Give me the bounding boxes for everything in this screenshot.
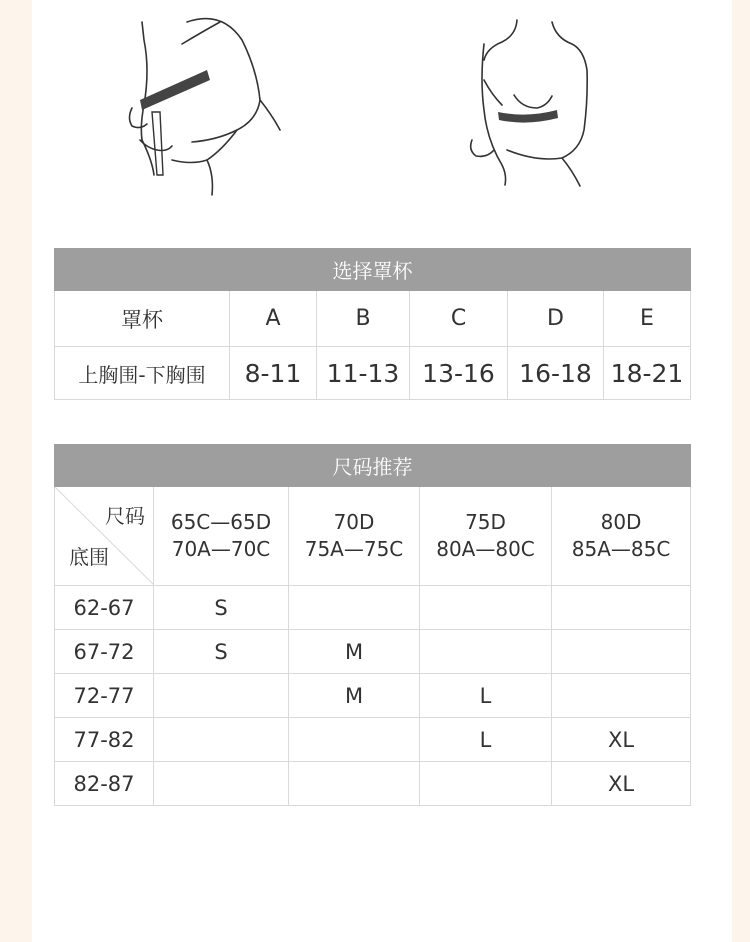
cup-letter-a: A [230, 291, 317, 347]
size-cell [420, 630, 552, 674]
size-column-3-line1: 75D [465, 510, 506, 534]
size-column-4-line2: 85A—85C [571, 537, 671, 561]
table-row [55, 762, 691, 806]
size-column-header-row [55, 487, 691, 586]
table-row [55, 718, 691, 762]
size-cell [552, 586, 691, 630]
size-cell [154, 674, 289, 718]
size-cell: XL [552, 718, 691, 762]
cup-letter-b: B [317, 291, 410, 347]
figure-side-view [130, 19, 281, 195]
cup-letter-d: D [508, 291, 604, 347]
band-range: 67-72 [55, 630, 154, 674]
band-range: 82-87 [55, 762, 154, 806]
cup-row-label: 罩杯 [55, 291, 230, 347]
size-column-3-line2: 80A—80C [436, 537, 535, 561]
cup-letter-row [55, 291, 691, 347]
size-column-2-line1: 70D [333, 510, 375, 534]
size-cell [289, 586, 420, 630]
size-cell: M [289, 630, 420, 674]
size-cell [552, 674, 691, 718]
size-column-2 [289, 487, 420, 586]
page-panel [32, 0, 732, 942]
table-row [55, 586, 691, 630]
cup-letter-c: C [410, 291, 508, 347]
size-cell [289, 718, 420, 762]
size-cell [154, 718, 289, 762]
difference-range-b: 11-13 [317, 347, 410, 400]
difference-row-label: 上胸围-下胸围 [55, 347, 230, 400]
difference-range-d: 16-18 [508, 347, 604, 400]
figure-front-view [471, 20, 588, 186]
size-cell: L [420, 674, 552, 718]
tape-front [498, 110, 558, 123]
size-column-4 [552, 487, 691, 586]
size-cell: L [420, 718, 552, 762]
band-range: 72-77 [55, 674, 154, 718]
size-cell: S [154, 586, 289, 630]
band-range: 77-82 [55, 718, 154, 762]
size-cell: XL [552, 762, 691, 806]
size-column-1-line2: 70A—70C [171, 537, 271, 561]
band-range: 62-67 [55, 586, 154, 630]
measuring-illustration [32, 0, 732, 220]
size-cell [154, 762, 289, 806]
cup-letter-e: E [604, 291, 691, 347]
cup-size-table [54, 248, 691, 400]
size-cell [420, 762, 552, 806]
difference-range-e: 18-21 [604, 347, 691, 400]
difference-range-a: 8-11 [230, 347, 317, 400]
size-cell [552, 630, 691, 674]
size-column-1 [154, 487, 289, 586]
table-row [55, 674, 691, 718]
size-column-4-line1: 80D [600, 510, 642, 534]
bust-difference-row [55, 347, 691, 400]
difference-range-c: 13-16 [410, 347, 508, 400]
size-table-title: 尺码推荐 [55, 445, 691, 487]
size-recommendation-table [54, 444, 691, 806]
size-cell [420, 586, 552, 630]
corner-band-label: 底围 [69, 545, 109, 569]
size-cell [289, 762, 420, 806]
table-row [55, 630, 691, 674]
size-column-3 [420, 487, 552, 586]
cup-table-title: 选择罩杯 [55, 249, 691, 291]
corner-size-label: 尺码 [105, 504, 145, 528]
size-column-2-line2: 75A—75C [304, 537, 404, 561]
size-cell: M [289, 674, 420, 718]
size-column-1-line1: 65C—65D [170, 510, 272, 534]
corner-header-cell [55, 487, 154, 586]
size-cell: S [154, 630, 289, 674]
